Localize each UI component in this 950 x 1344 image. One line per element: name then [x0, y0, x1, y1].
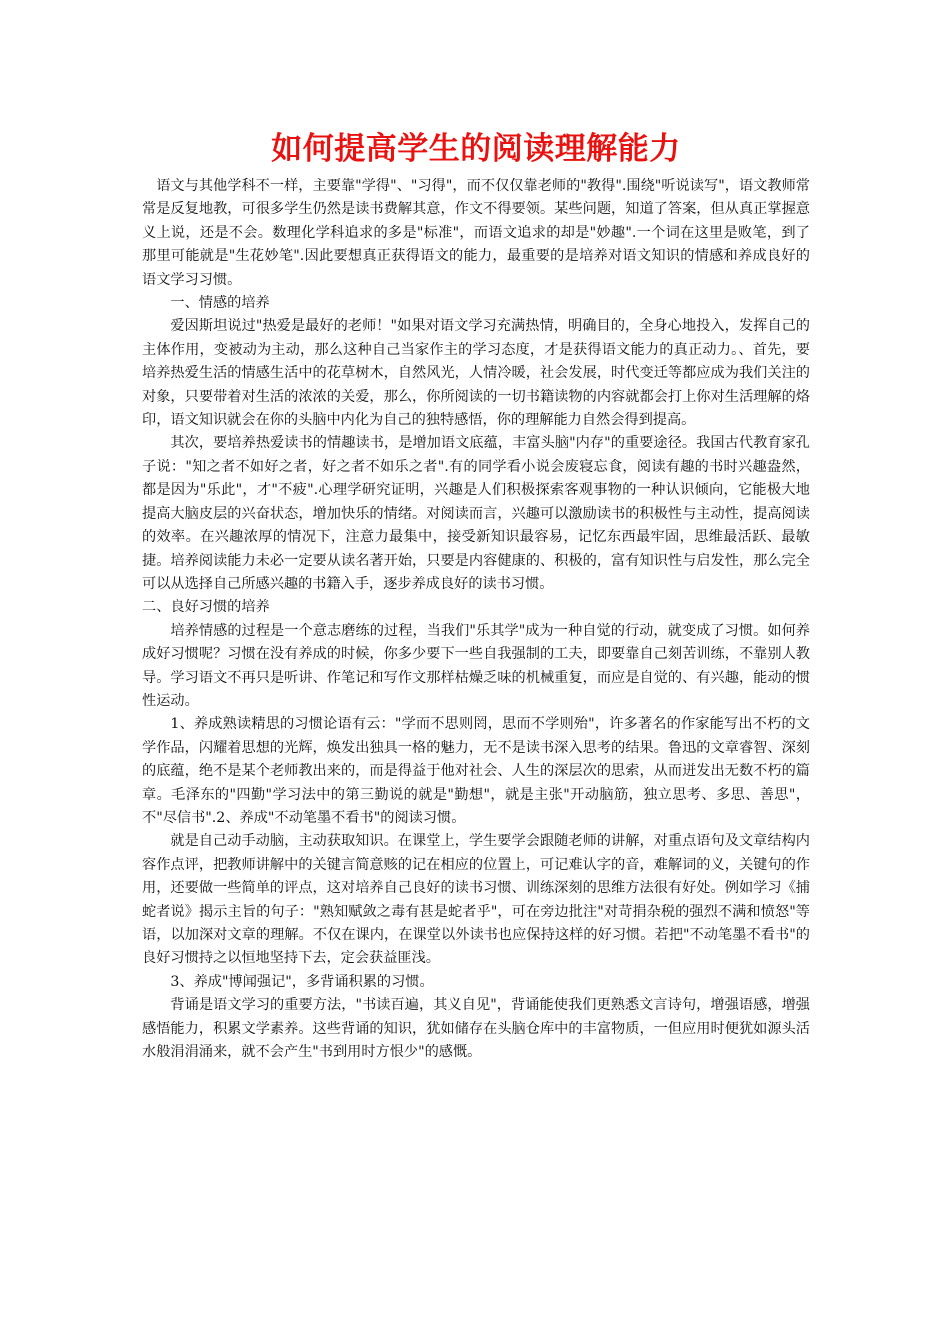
section-heading: 一、情感的培养 — [170, 295, 270, 312]
body-paragraph: 3、养成"博闻强记"，多背诵积累的习惯。 — [170, 973, 434, 990]
body-paragraph: 1、养成熟读精思的习惯论语有云："学而不思则罔，思而不学则殆"，许多著名的作家能写出不朽的文学作品，闪耀着思想的光辉，焕发出独具一格的魅力，无不是读书深入思考的结果。鲁迅的文章睿智、深刻的底蕴，绝不是某个老师教出来的，而是得益于他对社会、人生的深层次的思索，从而迸发出无数不朽的篇章。毛泽东的"四勤"学习法中的第三勤说的就是"勤想"，就是主张"开动脑筋，独立思考、多思、善思"，不"尽信书".2、养成"不动笔墨不看书"的阅读习惯。 — [142, 716, 810, 826]
document-title: 如何提高学生的阅读理解能力 — [271, 131, 681, 167]
document-page — [142, 128, 810, 1064]
section-heading: 二、良好习惯的培养 — [142, 599, 270, 616]
body-paragraph: 背诵是语文学习的重要方法，"书读百遍，其义自见"，背诵能使我们更熟悉文言诗句，增强语感，增强感悟能力，积累文学素养。这些背诵的知识，犹如储存在头脑仓库中的丰富物质，一但应用时便犹如源头活水般涓涓涌来，就不会产生"书到用时方恨少"的感慨。 — [142, 997, 810, 1061]
document-body — [142, 175, 810, 1064]
intro-paragraph: 语文与其他学科不一样，主要靠"学得"、"习得"，而不仅仅靠老师的"教得".围绕"听说读写"，语文教师常常是反复地教，可很多学生仍然是读书费解其意，作文不得要领。某些问题，知道了答案，但从真正掌握意义上说，还是不会。数理化学科追求的多是"标准"，而语文追求的却是"妙趣".一个词在这里是败笔，到了那里可能就是"生花妙笔".因此要想真正获得语文的能力，最重要的是培养对语文知识的情感和养成良好的语文学习习惯。 — [142, 178, 810, 288]
body-paragraph: 其次，要培养热爱读书的情趣读书，是增加语文底蕴，丰富头脑"内存"的重要途径。我国古代教育家孔子说："知之者不如好之者，好之者不如乐之者".有的同学看小说会废寝忘食，阅读有趣的书时兴趣盎然，都是因为"乐此"，才"不疲".心理学研究证明，兴趣是人们积极探索客观事物的一种认识倾向，它能极大地提高大脑皮层的兴奋状态，增加快乐的情绪。对阅读而言，兴趣可以激励读书的积极性与主动性，提高阅读的效率。在兴趣浓厚的情况下，注意力最集中，接受新知识最容易，记忆东西最牢固，思维最活跃、最敏捷。培养阅读能力未必一定要从读名著开始，只要是内容健康的、积极的，富有知识性与启发性，那么完全可以从选择自己所感兴趣的书籍入手，逐步养成良好的读书习惯。 — [142, 435, 810, 592]
body-paragraph: 培养情感的过程是一个意志磨练的过程，当我们"乐其学"成为一种自觉的行动，就变成了习惯。如何养成好习惯呢？习惯在没有养成的时候，你多少要下一些自我强制的工夫，即要靠自己刻苦训练，不靠别人教导。学习语文不再只是听讲、作笔记和写作文那样枯燥乏味的机械重复，而应是自觉的、有兴趣，能动的惯性运动。 — [142, 622, 810, 709]
body-paragraph: 就是自己动手动脑，主动获取知识。在课堂上，学生要学会跟随老师的讲解，对重点语句及文章结构内容作点评，把教师讲解中的关键言简意赅的记在相应的位置上，可记难认字的音，难解词的义，关键句的作用，还要做一些简单的评点，这对培养自己良好的读书习惯、训练深刻的思维方法很有好处。例如学习《捕蛇者说》揭示主旨的句子："熟知赋敛之毒有甚是蛇者乎"，可在旁边批注"对苛捐杂税的强烈不满和愤怒"等语，以加深对文章的理解。不仅在课内，在课堂以外读书也应保持这样的好习惯。若把"不动笔墨不看书"的良好习惯持之以恒地坚持下去，定会获益匪浅。 — [142, 833, 810, 967]
body-paragraph: 爱因斯坦说过"热爱是最好的老师！"如果对语文学习充满热情，明确目的，全身心地投入，发挥自己的主体作用，变被动为主动，那么这种自己当家作主的学习态度，才是获得语文能力的真正动力。、首先，要培养热爱生活的情感生活中的花草树木，自然风光，人情冷暖，社会发展，时代变迁等都应成为我们关注的对象，只要带着对生活的浓浓的关爱，那么，你所阅读的一切书籍读物的内容就都会打上你对生活理解的烙印，语文知识就会在你的头脑中内化为自己的独特感悟，你的理解能力自然会得到提高。 — [142, 318, 810, 429]
